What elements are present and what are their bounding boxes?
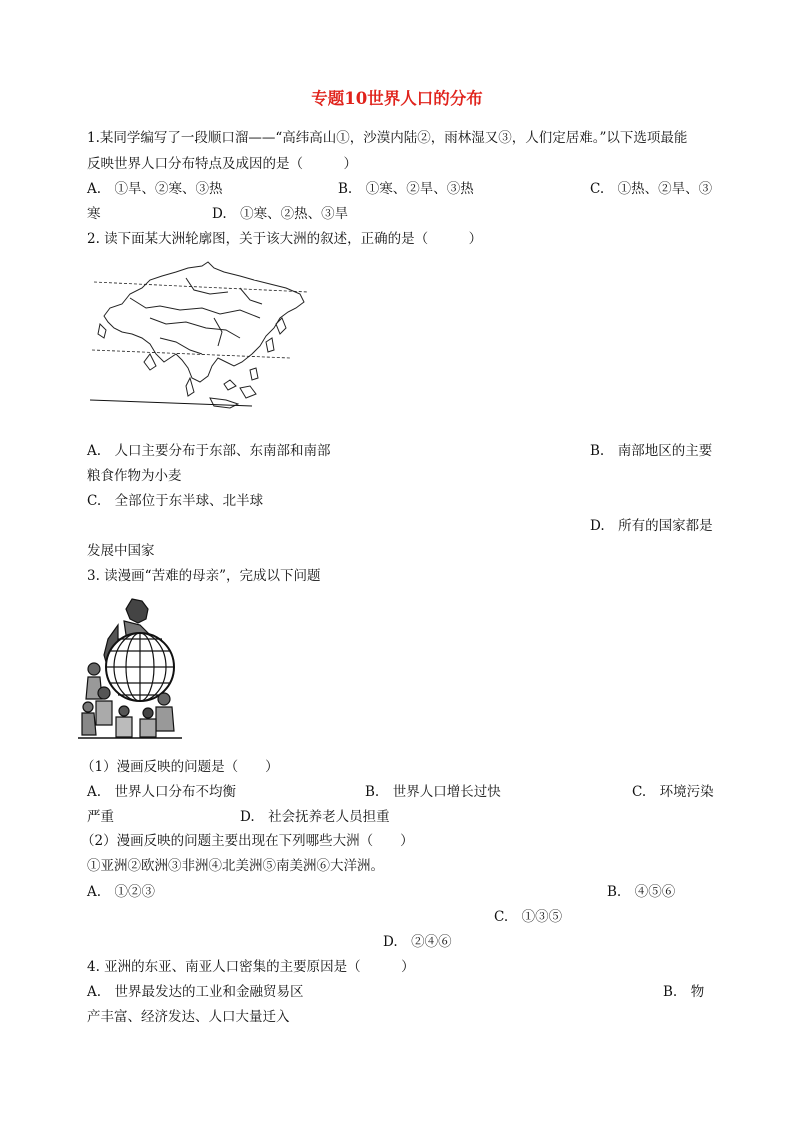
q1-option-c: C. ①热、②旱、③ <box>590 181 713 197</box>
q4-option-b-cont: 产丰富、经济发达、人口大量迁入 <box>87 1009 290 1025</box>
q1-stem-line1: 1.某同学编写了一段顺口溜——“高纬高山①，沙漠内陆②，雨林湿又③，人们定居难。”以下选项最能 <box>87 130 688 146</box>
q3-sub2-option-d: D. ②④⑥ <box>383 934 452 950</box>
q2-option-d-cont: 发展中国家 <box>87 543 155 559</box>
q2-option-d: D. 所有的国家都是 <box>590 518 713 534</box>
q3-sub1-stem: （1）漫画反映的问题是（ ） <box>81 759 279 775</box>
q2-option-b: B. 南部地区的主要 <box>590 443 713 459</box>
q3-sub1-option-c: C. 环境污染 <box>632 784 714 800</box>
q2-option-c: C. 全部位于东半球、北半球 <box>87 493 264 509</box>
mother-cartoon <box>78 595 184 741</box>
q3-sub2-stem: （2）漫画反映的问题主要出现在下列哪些大洲（ ） <box>81 833 414 849</box>
q4-option-a: A. 世界最发达的工业和金融贸易区 <box>87 984 304 1000</box>
q4-stem: 4. 亚洲的东亚、南亚人口密集的主要原因是（ ） <box>87 959 415 975</box>
q3-sub2-option-b: B. ④⑤⑥ <box>607 884 676 900</box>
q1-option-d: D. ①寒、②热、③旱 <box>212 206 349 222</box>
q3-sub2-continents: ①亚洲②欧洲③非洲④北美洲⑤南美洲⑥大洋洲。 <box>87 858 384 874</box>
q3-stem: 3. 读漫画“苦难的母亲”，完成以下问题 <box>87 568 321 584</box>
asia-outline-map <box>90 258 312 424</box>
q1-option-c-cont: 寒 <box>87 206 101 222</box>
q1-option-b: B. ①寒、②旱、③热 <box>338 181 474 197</box>
page-title: 专题10世界人口的分布 <box>311 89 483 108</box>
q4-option-b: B. 物 <box>663 984 705 1000</box>
q2-option-a: A. 人口主要分布于东部、东南部和南部 <box>87 443 331 459</box>
q3-sub2-option-a: A. ①②③ <box>87 884 156 900</box>
q2-stem: 2. 读下面某大洲轮廓图，关于该大洲的叙述，正确的是（ ） <box>87 231 483 247</box>
q3-sub2-option-c: C. ①③⑤ <box>494 909 563 925</box>
q3-sub1-option-d: D. 社会抚养老人员担重 <box>240 809 390 825</box>
q1-option-a: A. ①旱、②寒、③热 <box>87 181 223 197</box>
q3-sub1-option-a: A. 世界人口分布不均衡 <box>87 784 237 800</box>
q3-sub1-option-b: B. 世界人口增长过快 <box>365 784 501 800</box>
q1-stem-line2: 反映世界人口分布特点及成因的是（ ） <box>87 156 357 172</box>
q3-sub1-option-c-cont: 严重 <box>87 809 114 825</box>
q2-option-b-cont: 粮食作物为小麦 <box>87 468 182 484</box>
